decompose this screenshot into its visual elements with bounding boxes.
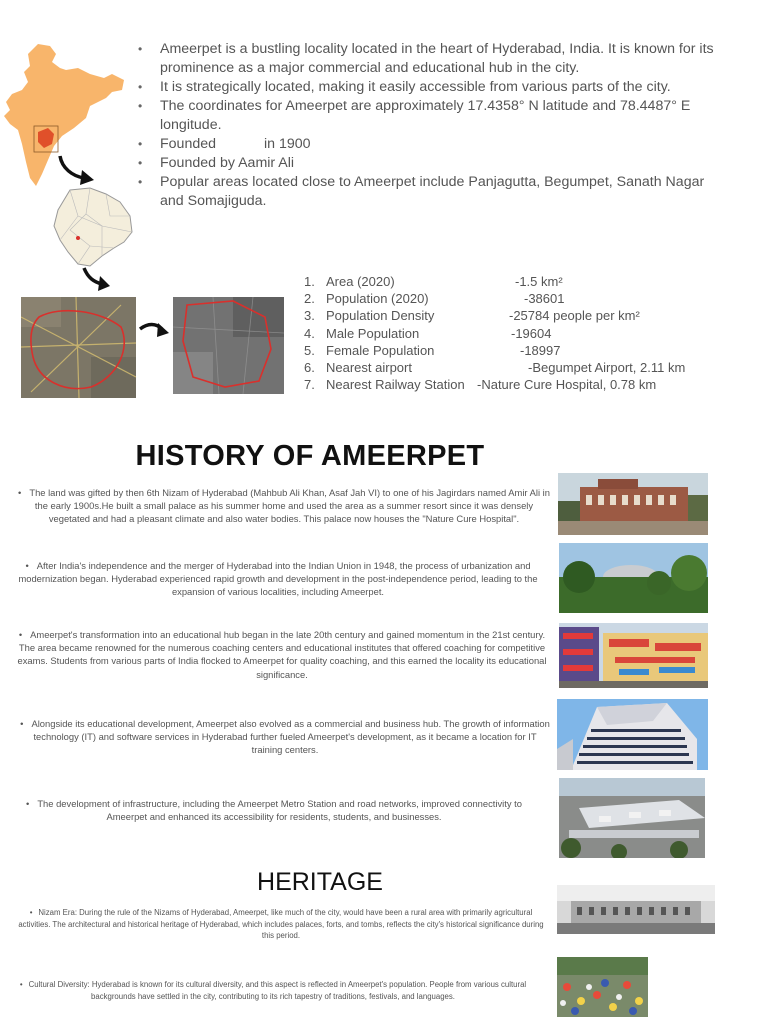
paragraph-text: Alongside its educational development, Ameerpet also evolved as a commercial and business hub. The growth of information technology (IT) and software services in Hyderabad further fueled Ameerpet's development, as it became a location for IT training centers. bbox=[31, 718, 550, 756]
stat-label: Nearest Railway Station bbox=[326, 377, 465, 393]
satellite-map-ameerpet bbox=[173, 297, 284, 394]
crowd-festival-photo bbox=[557, 957, 648, 1017]
stat-label: Female Population bbox=[326, 342, 435, 358]
list-item bbox=[304, 290, 734, 307]
curved-arrow-icon bbox=[80, 264, 112, 294]
intro-bullet-list bbox=[136, 40, 716, 211]
stat-value: -Begumpet Airport, 2.11 km bbox=[528, 359, 686, 375]
list-item bbox=[304, 376, 734, 393]
heritage-paragraph: • Nizam Era: During the rule of the Nizams of Hyderabad, Ameerpet, like much of the city, would have been a rural area with primarily agricultural activities. The architectural and historical heritage of Hyderabad, which includes palaces, forts, and tombs, reflects the city's historical significance during this period. bbox=[18, 908, 544, 940]
it-building-photo bbox=[557, 699, 708, 770]
list-item bbox=[304, 359, 734, 376]
stat-label: Area (2020) bbox=[326, 274, 395, 289]
history-paragraph: • Ameerpet's transformation into an educational hub began in the late 20th century and gained momentum in the 21st century. The area became renowned for the numerous coaching centers and educational institutes that offered coaching for competitive exams. Students from various parts of India flocked to Ameerpet for quality coaching, and this earned the locality its educational significance. bbox=[17, 629, 547, 680]
stat-value: -18997 bbox=[520, 342, 561, 358]
item-number: 7. bbox=[304, 377, 315, 393]
item-number: 1. bbox=[304, 274, 315, 289]
item-number: 4. bbox=[304, 325, 315, 341]
paragraph-text: The development of infrastructure, including the Ameerpet Metro Station and road networks, improved connectivity to Ameerpet and enhanced its accessibility for residents, students, and businesses. bbox=[37, 798, 522, 823]
list-item bbox=[136, 135, 716, 154]
statistics-list bbox=[304, 273, 734, 393]
paragraph-text: Cultural Diversity: Hyderabad is known for its cultural diversity, and this aspect is reflected in Ameerpet's population. People from various cultural backgrounds have settled in the city, contributing to its rich tapestry of traditions, festivals, and languages. bbox=[28, 980, 527, 1001]
item-number: 6. bbox=[304, 359, 315, 375]
list-item: • The coordinates for Ameerpet are approximately 17.4358° N latitude and 78.4487° E longitude. bbox=[136, 97, 716, 135]
item-number: 2. bbox=[304, 291, 315, 307]
list-item: • Popular areas located close to Ameerpet include Panjagutta, Begumpet, Sanath Nagar and Somajiguda. bbox=[136, 173, 716, 211]
curved-arrow-icon bbox=[138, 319, 170, 341]
nizam-era-photo bbox=[557, 885, 715, 934]
history-paragraph: • After India's independence and the merger of Hyderabad into the Indian Union in 1948, the process of urbanization and modernization began. Hyderabad experienced rapid growth and development in the post-independence period, leading to the expansion of various localities, including Ameerpet. bbox=[18, 560, 538, 598]
list-item: • Founded by Aamir Ali bbox=[136, 154, 716, 173]
coaching-centers-photo bbox=[559, 623, 708, 688]
history-heading: HISTORY OF AMEERPET bbox=[135, 440, 485, 472]
history-paragraph: • Alongside its educational development, Ameerpet also evolved as a commercial and business hub. The growth of information technology (IT) and software services in Hyderabad further fueled Ameerpet's development, as it became a location for IT training centers. bbox=[20, 718, 550, 756]
stat-label: Male Population bbox=[326, 325, 420, 341]
heritage-heading: HERITAGE bbox=[257, 868, 383, 896]
dome-photo bbox=[559, 543, 708, 613]
list-item: • Ameerpet is a bustling locality located in the heart of Hyderabad, India. It is known for its prominence as a major commercial and educational hub in the city. bbox=[136, 40, 716, 78]
stat-value: -19604 bbox=[511, 325, 552, 341]
list-item: • It is strategically located, making it easily accessible from various parts of the city. bbox=[136, 78, 716, 97]
history-paragraph: • The development of infrastructure, including the Ameerpet Metro Station and road networks, improved connectivity to Ameerpet and enhanced its accessibility for residents, students, and businesses. bbox=[26, 798, 522, 823]
founded-label: Founded bbox=[160, 136, 217, 152]
paragraph-text: Ameerpet's transformation into an educational hub began in the late 20th century and gained momentum in the 21st century. The area became renowned for the numerous coaching centers and educational institutes that offered coaching for competitive exams. Students from various parts of India flocked to Ameerpet for quality coaching, and this earned the locality its educational significance. bbox=[17, 629, 547, 680]
stat-label: Population (2020) bbox=[326, 291, 429, 307]
paragraph-text: Nizam Era: During the rule of the Nizams of Hyderabad, Ameerpet, like much of the city, would have been a rural area with primarily agricultural activities. The architectural and historical heritage of Hyderabad, which includes palaces, forts, and tombs, reflects the city's historical significance during this period. bbox=[18, 908, 544, 940]
palace-photo bbox=[558, 473, 708, 535]
paragraph-text: The land was gifted by then 6th Nizam of Hyderabad (Mahbub Ali Khan, Asaf Jah VI) to one of his Jagirdars named Amir Ali in the early 1900s.He built a small palace as his summer home and used the area as a summer resort since it was densely vegetated and had a pleasant climate and also water bodies. This palace now houses the "Nature Cure Hospital". bbox=[29, 487, 550, 525]
stat-value: -Nature Cure Hospital, 0.78 km bbox=[477, 377, 657, 393]
paragraph-text: After India's independence and the merger of Hyderabad into the Indian Union in 1948, the process of urbanization and modernization began. Hyderabad experienced rapid growth and development in the post-independence period, leading to the expansion of various localities, including Ameerpet. bbox=[18, 560, 538, 598]
item-number: 5. bbox=[304, 342, 315, 358]
curved-arrow-icon bbox=[56, 152, 96, 188]
heritage-paragraph: • Cultural Diversity: Hyderabad is known for its cultural diversity, and this aspect is reflected in Ameerpet's population. People from various cultural backgrounds have settled in the city, contributing to its rich tapestry of traditions, festivals, and languages. bbox=[19, 980, 527, 1001]
item-number: 3. bbox=[304, 308, 315, 324]
list-item bbox=[304, 273, 734, 290]
list-item bbox=[304, 342, 734, 359]
telangana-map bbox=[50, 186, 136, 270]
satellite-map-city bbox=[21, 297, 136, 398]
stat-value: -25784 people per km² bbox=[509, 308, 640, 324]
list-item bbox=[304, 307, 734, 324]
stat-label: Nearest airport bbox=[326, 359, 412, 375]
list-item bbox=[304, 325, 734, 342]
stat-label: Population Density bbox=[326, 308, 435, 324]
metro-station-photo bbox=[559, 778, 705, 858]
stat-value: -38601 bbox=[524, 291, 565, 307]
history-paragraph: • The land was gifted by then 6th Nizam of Hyderabad (Mahbub Ali Khan, Asaf Jah VI) to one of his Jagirdars named Amir Ali in the early 1900s.He built a small palace as his summer home and used the area as a summer resort since it was densely vegetated and had a pleasant climate and also water bodies. This palace now houses the "Nature Cure Hospital". bbox=[18, 487, 550, 525]
stat-value: -1.5 km² bbox=[515, 274, 563, 289]
founded-year: in 1900 bbox=[264, 136, 311, 152]
